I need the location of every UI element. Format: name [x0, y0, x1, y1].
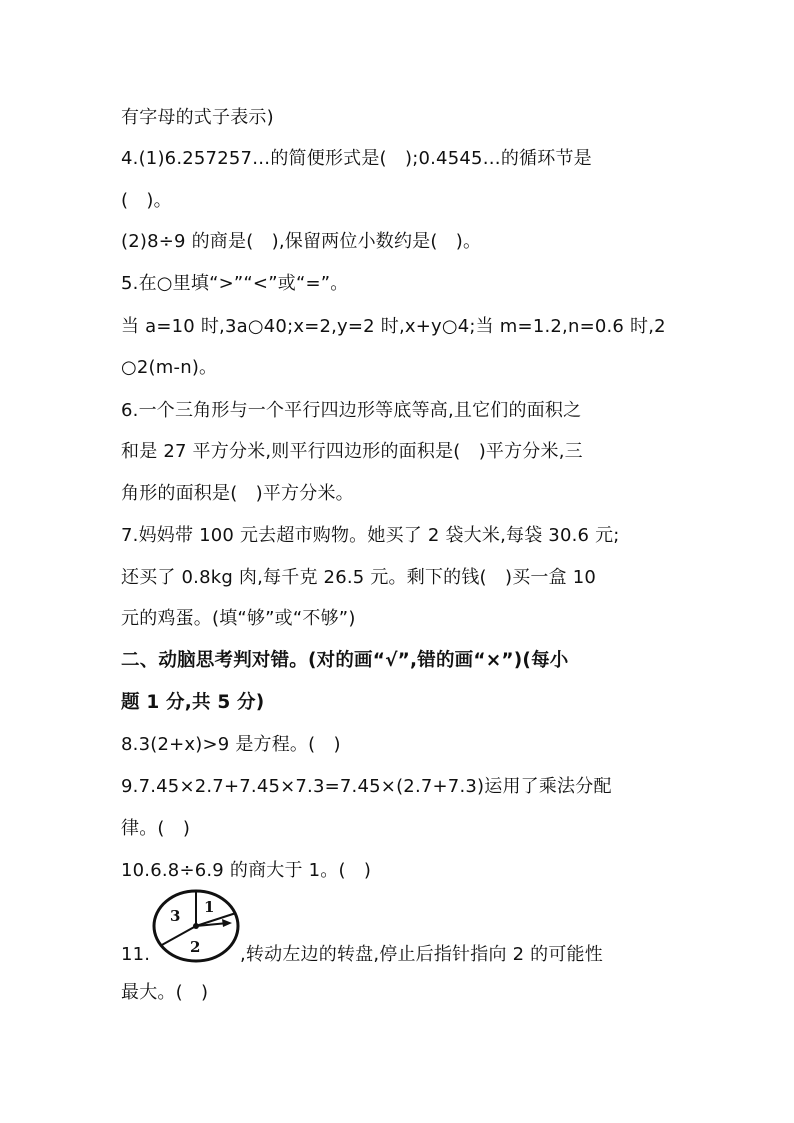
question-4-part-2: (2)8÷9 的商是( ),保留两位小数约是( )。	[121, 231, 482, 252]
question-11-line-2: 最大。( )	[121, 982, 209, 1003]
question-7-line-2: 还买了 0.8kg 肉,每千克 26.5 元。剩下的钱( )买一盒 10	[121, 567, 597, 588]
question-5-title: 5.在○里填“>”“<”或“=”。	[121, 273, 349, 294]
spinner-label-3: 3	[170, 907, 181, 925]
question-11-number: 11.	[121, 944, 151, 965]
spinner-label-2: 2	[190, 938, 201, 956]
question-4-line-1: 4.(1)6.257257…的简便形式是( );0.4545…的循环节是	[121, 148, 592, 169]
question-4-line-2: ( )。	[121, 190, 172, 211]
question-5-line-1: 当 a=10 时,3a○40;x=2,y=2 时,x+y○4;当 m=1.2,n=0.6 时,2	[121, 316, 666, 337]
text-line-1: 有字母的式子表示)	[121, 107, 274, 128]
question-11-line-1: ,转动左边的转盘,停止后指针指向 2 的可能性	[240, 944, 603, 965]
question-9-line-1: 9.7.45×2.7+7.45×7.3=7.45×(2.7+7.3)运用了乘法分配	[121, 776, 612, 797]
question-6-line-1: 6.一个三角形与一个平行四边形等底等高,且它们的面积之	[121, 400, 582, 421]
spinner-label-1: 1	[204, 898, 215, 916]
question-6-line-2: 和是 27 平方分米,则平行四边形的面积是( )平方分米,三	[121, 441, 583, 462]
question-7-line-3: 元的鸡蛋。(填“够”或“不够”)	[121, 608, 356, 629]
question-7-line-1: 7.妈妈带 100 元去超市购物。她买了 2 袋大米,每袋 30.6 元;	[121, 525, 620, 546]
question-9-line-2: 律。( )	[121, 818, 191, 839]
question-8: 8.3(2+x)>9 是方程。( )	[121, 734, 341, 755]
section-2-heading-line-1: 二、动脑思考判对错。(对的画“√”,错的画“×”)(每小	[121, 650, 569, 671]
question-5-line-2: ○2(m-n)。	[121, 357, 218, 378]
spinner-image	[152, 888, 240, 964]
section-2-heading-line-2: 题 1 分,共 5 分)	[121, 692, 265, 713]
spinner-center-dot	[193, 923, 199, 929]
question-10: 10.6.8÷6.9 的商大于 1。( )	[121, 860, 372, 881]
question-6-line-3: 角形的面积是( )平方分米。	[121, 483, 354, 504]
